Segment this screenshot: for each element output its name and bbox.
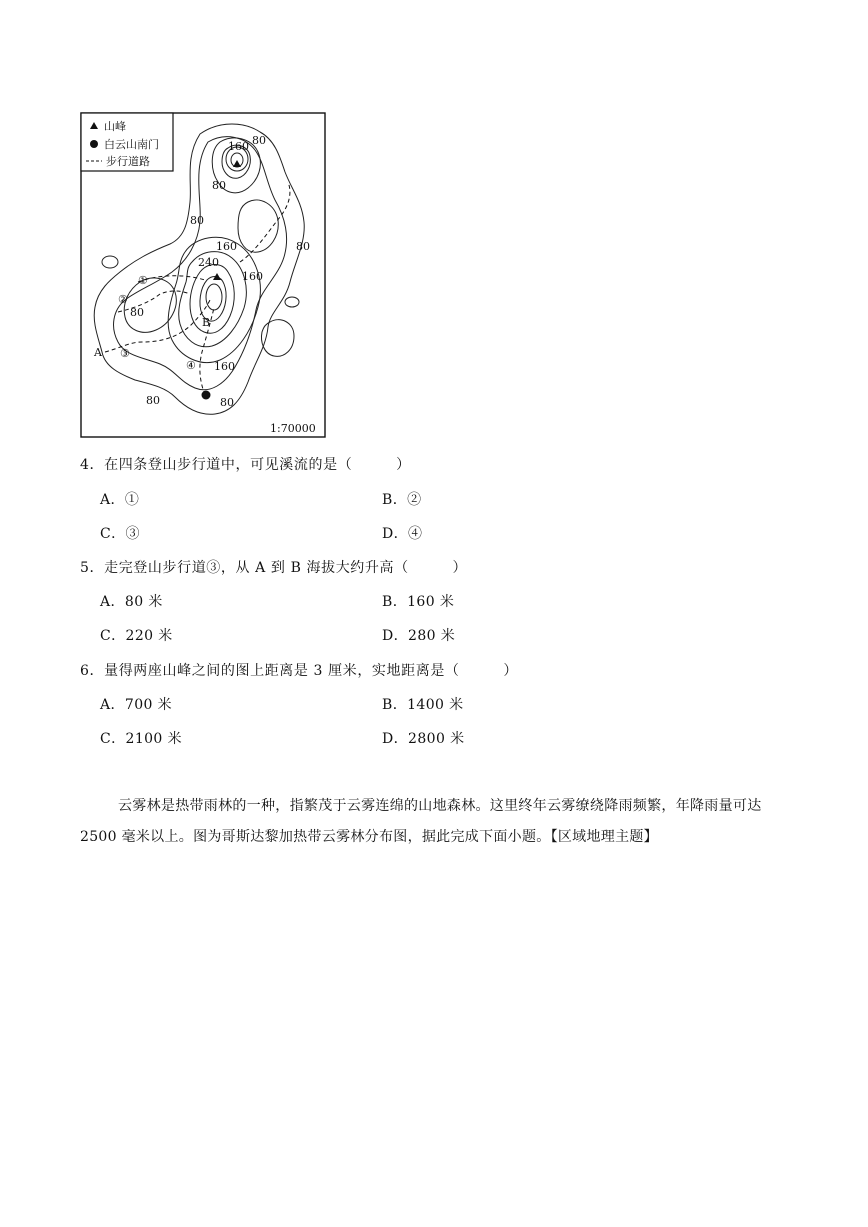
trail-number: ② (118, 293, 128, 306)
question-4-option-a[interactable]: A．① (100, 492, 140, 508)
question-4-option-c[interactable]: C．③ (100, 526, 140, 542)
legend-peak-label: 山峰 (104, 120, 126, 133)
south-gate-marker (202, 391, 211, 400)
passage-text: 云雾林是热带雨林的一种，指繁茂于云雾连绵的山地森林。这里终年云雾缭绕降雨频繁，年降雨量可达 2500 毫米以上。图为哥斯达黎加热带云雾林分布图，据此完成下面小题。【区域地理主题】 (80, 798, 762, 845)
question-6-option-c[interactable]: C．2100 米 (100, 731, 182, 747)
contour-label: 160 (228, 140, 249, 153)
question-5-stem: 5．走完登山步行道③，从 A 到 B 海拔大约升高（ ） (80, 560, 468, 576)
contour-label: 80 (252, 134, 266, 147)
contour-map (80, 112, 326, 438)
gate-icon (90, 140, 98, 148)
contour-label: 80 (190, 214, 204, 227)
trail-number: ③ (120, 347, 130, 360)
map-scale: 1:70000 (270, 422, 316, 435)
question-6-option-d[interactable]: D．2800 米 (382, 731, 465, 747)
question-4-stem: 4．在四条登山步行道中，可见溪流的是（ ） (80, 457, 411, 473)
question-5-option-d[interactable]: D．280 米 (382, 628, 456, 644)
legend-gate-label: 白云山南门 (104, 138, 159, 151)
point-a-label: A (94, 346, 102, 359)
question-4-option-d[interactable]: D．④ (382, 526, 423, 542)
question-5-option-b[interactable]: B．160 米 (382, 594, 455, 610)
point-b-label: B (202, 316, 211, 329)
contour-label: 240 (198, 256, 219, 269)
contour-label: 160 (216, 240, 237, 253)
question-5-option-c[interactable]: C．220 米 (100, 628, 173, 644)
contour-label: 160 (242, 270, 263, 283)
contour-label: 80 (212, 179, 226, 192)
contour-label: 80 (146, 394, 160, 407)
contour-label: 80 (296, 240, 310, 253)
question-4-option-b[interactable]: B．② (382, 492, 422, 508)
contour-label: 80 (220, 396, 234, 409)
contour-label: 80 (130, 306, 144, 319)
passage (80, 791, 792, 853)
question-6-option-a[interactable]: A．700 米 (100, 697, 173, 713)
legend-trail-label: 步行道路 (106, 155, 150, 168)
trail-number: ④ (186, 359, 196, 372)
contour-label: 160 (214, 360, 235, 373)
question-6-option-b[interactable]: B．1400 米 (382, 697, 464, 713)
trail-number: ① (138, 274, 148, 287)
question-6-stem: 6．量得两座山峰之间的图上距离是 3 厘米，实地距离是（ ） (80, 663, 518, 679)
question-5-option-a[interactable]: A．80 米 (100, 594, 163, 610)
